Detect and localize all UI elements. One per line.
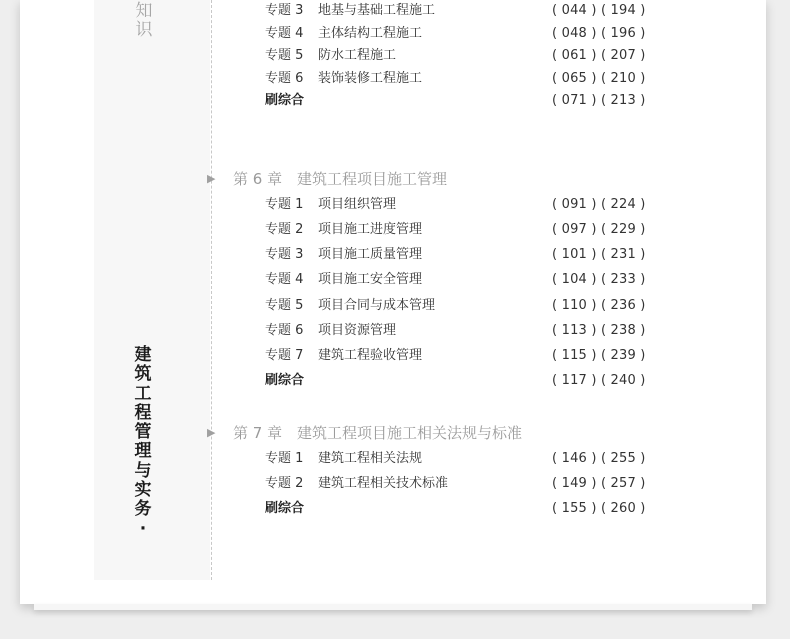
triangle-right-icon: ▶ <box>207 426 216 439</box>
page-numbers: ( 101 ) ( 231 ) <box>552 247 646 262</box>
chapter-title: 建筑工程项目施工管理 <box>297 170 448 188</box>
chapter-number: 第 7 章 <box>233 424 283 442</box>
page-numbers: ( 065 ) ( 210 ) <box>552 71 646 86</box>
topic-title: 装饰装修工程施工 <box>318 71 423 86</box>
page-numbers: ( 091 ) ( 224 ) <box>552 197 646 212</box>
page-numbers: ( 097 ) ( 229 ) <box>552 222 646 237</box>
review-label: 刷综合 <box>265 93 305 108</box>
page-numbers: ( 044 ) ( 194 ) <box>552 3 646 18</box>
topic-title: 防水工程施工 <box>318 48 397 63</box>
review-label: 刷综合 <box>265 501 305 516</box>
topic-title: 建筑工程验收管理 <box>318 348 423 363</box>
page-numbers: ( 113 ) ( 238 ) <box>552 323 646 338</box>
chapter-title: 建筑工程项目施工相关法规与标准 <box>297 424 523 442</box>
page-numbers: ( 149 ) ( 257 ) <box>552 476 646 491</box>
divider-line <box>211 0 212 580</box>
page-numbers: ( 104 ) ( 233 ) <box>552 272 646 287</box>
topic-label: 专题 2 <box>265 222 304 237</box>
page-numbers: ( 061 ) ( 207 ) <box>552 48 646 63</box>
topic-title: 主体结构工程施工 <box>318 26 423 41</box>
page-numbers: ( 048 ) ( 196 ) <box>552 26 646 41</box>
topic-label: 专题 7 <box>265 348 304 363</box>
topic-title: 建筑工程相关法规 <box>318 451 423 466</box>
topic-label: 专题 3 <box>265 247 304 262</box>
topic-label: 专题 5 <box>265 298 304 313</box>
review-label: 刷综合 <box>265 373 305 388</box>
page-numbers: ( 071 ) ( 213 ) <box>552 93 646 108</box>
page-numbers: ( 146 ) ( 255 ) <box>552 451 646 466</box>
topic-label: 专题 2 <box>265 476 304 491</box>
topic-title: 项目施工安全管理 <box>318 272 423 287</box>
topic-label: 专题 5 <box>265 48 304 63</box>
triangle-right-icon: ▶ <box>207 172 216 185</box>
topic-title: 项目合同与成本管理 <box>318 298 436 313</box>
page-numbers: ( 117 ) ( 240 ) <box>552 373 646 388</box>
page-numbers: ( 115 ) ( 239 ) <box>552 348 646 363</box>
page-numbers: ( 110 ) ( 236 ) <box>552 298 646 313</box>
topic-title: 地基与基础工程施工 <box>318 3 436 18</box>
topic-label: 专题 4 <box>265 272 304 287</box>
topic-label: 专题 1 <box>265 451 304 466</box>
topic-title: 项目资源管理 <box>318 323 397 338</box>
topic-title: 项目施工进度管理 <box>318 222 423 237</box>
topic-label: 专题 3 <box>265 3 304 18</box>
topic-title: 项目组织管理 <box>318 197 397 212</box>
topic-title: 项目施工质量管理 <box>318 247 423 262</box>
sidebar-top-text: 知识 <box>135 1 153 41</box>
chapter-number: 第 6 章 <box>233 170 283 188</box>
topic-label: 专题 6 <box>265 323 304 338</box>
topic-label: 专题 1 <box>265 197 304 212</box>
topic-title: 建筑工程相关技术标准 <box>318 476 449 491</box>
page-numbers: ( 155 ) ( 260 ) <box>552 501 646 516</box>
topic-label: 专题 4 <box>265 26 304 41</box>
sidebar-book-title: 建筑工程管理与实务· <box>134 345 152 539</box>
page-stack-edge <box>34 604 752 610</box>
topic-label: 专题 6 <box>265 71 304 86</box>
